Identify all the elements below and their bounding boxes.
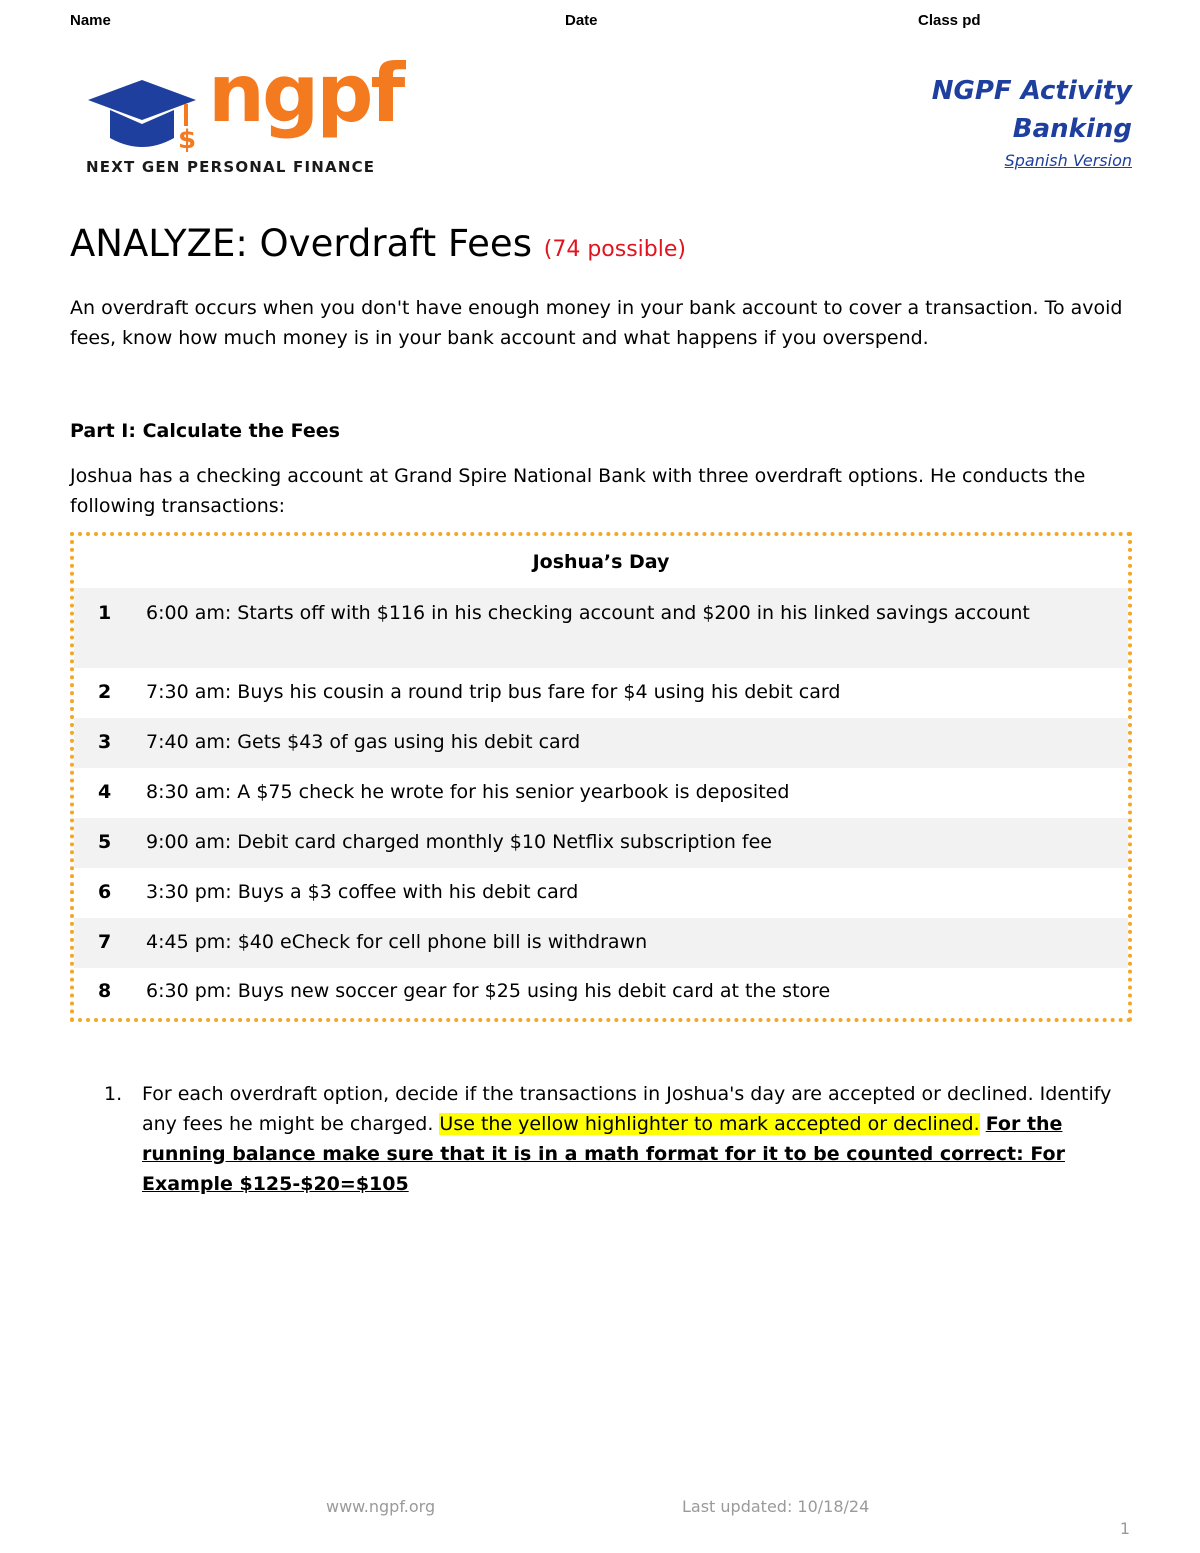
question-text: For each overdraft option, decide if the transactions in Joshua's day are accepted or declined. Identify any fees he might be charged. <box>142 1083 1112 1135</box>
ngpf-logo <box>86 47 403 180</box>
joshuas-day-table <box>70 532 1132 1022</box>
part1-description: Joshua has a checking account at Grand Spire National Bank with three overdraft options. He conducts the following transactions: <box>70 465 1086 517</box>
highlighted-instruction: Use the yellow highlighter to mark accepted or declined. <box>439 1113 980 1135</box>
class-period-label: Class pd <box>918 12 981 29</box>
table-row <box>74 968 1128 1018</box>
page-title <box>70 222 686 265</box>
row-number: 2 <box>98 681 112 703</box>
row-text: 9:00 am: Debit card charged monthly $10 Netflix subscription fee <box>146 831 772 853</box>
activity-topic: Banking <box>1012 114 1132 144</box>
question-1 <box>104 1079 1124 1199</box>
table-row <box>74 818 1128 868</box>
row-number: 3 <box>98 731 112 753</box>
table-row <box>74 868 1128 918</box>
row-text: 3:30 pm: Buys a $3 coffee with his debit card <box>146 881 579 903</box>
row-number: 4 <box>98 781 112 803</box>
logo-tagline: NEXT GEN PERSONAL FINANCE <box>86 158 376 176</box>
row-number: 7 <box>98 931 112 953</box>
table-heading: Joshua’s Day <box>532 551 670 573</box>
row-number: 5 <box>98 831 112 853</box>
row-number: 1 <box>98 602 112 624</box>
logo-wordmark: ngpf <box>208 47 403 140</box>
activity-title: NGPF Activity <box>931 76 1132 106</box>
table-row <box>74 668 1128 718</box>
row-text: 7:40 am: Gets $43 of gas using his debit card <box>146 731 581 753</box>
table-row <box>74 718 1128 768</box>
page-number: 1 <box>1119 1519 1130 1538</box>
row-text: 6:00 am: Starts off with $116 in his checking account and $200 in his linked savings account <box>146 602 1030 624</box>
row-text: 6:30 pm: Buys new soccer gear for $25 using his debit card at the store <box>146 980 831 1002</box>
logo-dollar-sign: $ <box>178 125 197 155</box>
title-points: (74 possible) <box>543 237 686 262</box>
spanish-version-link[interactable]: Spanish Version <box>1004 151 1132 170</box>
running-balance-instruction: For the running balance make sure that it is in a math format for it to be counted correct: For Example $125-$20=$105 <box>142 1113 1065 1195</box>
table-row <box>74 918 1128 968</box>
row-number: 8 <box>98 980 112 1002</box>
row-text: 7:30 am: Buys his cousin a round trip bus fare for $4 using his debit card <box>146 681 841 703</box>
intro-paragraph: An overdraft occurs when you don't have enough money in your bank account to cover a transaction. To avoid fees, know how much money is in your bank account and what happens if you overspend. <box>70 297 1123 349</box>
row-number: 6 <box>98 881 112 903</box>
graduation-cap-icon <box>86 78 204 158</box>
part1-heading: Part I: Calculate the Fees <box>70 420 340 442</box>
row-text: 4:45 pm: $40 eCheck for cell phone bill is withdrawn <box>146 931 648 953</box>
name-label: Name <box>70 12 111 29</box>
footer-last-updated: Last updated: 10/18/24 <box>682 1497 870 1516</box>
question-text-block <box>142 1079 1124 1199</box>
table-row <box>74 768 1128 818</box>
table-row <box>74 588 1128 668</box>
question-number: 1. <box>104 1083 123 1105</box>
footer-website: www.ngpf.org <box>326 1497 436 1516</box>
title-main: ANALYZE: Overdraft Fees <box>70 222 532 265</box>
date-label: Date <box>565 12 598 29</box>
activity-info <box>932 72 1132 174</box>
row-text: 8:30 am: A $75 check he wrote for his senior yearbook is deposited <box>146 781 790 803</box>
